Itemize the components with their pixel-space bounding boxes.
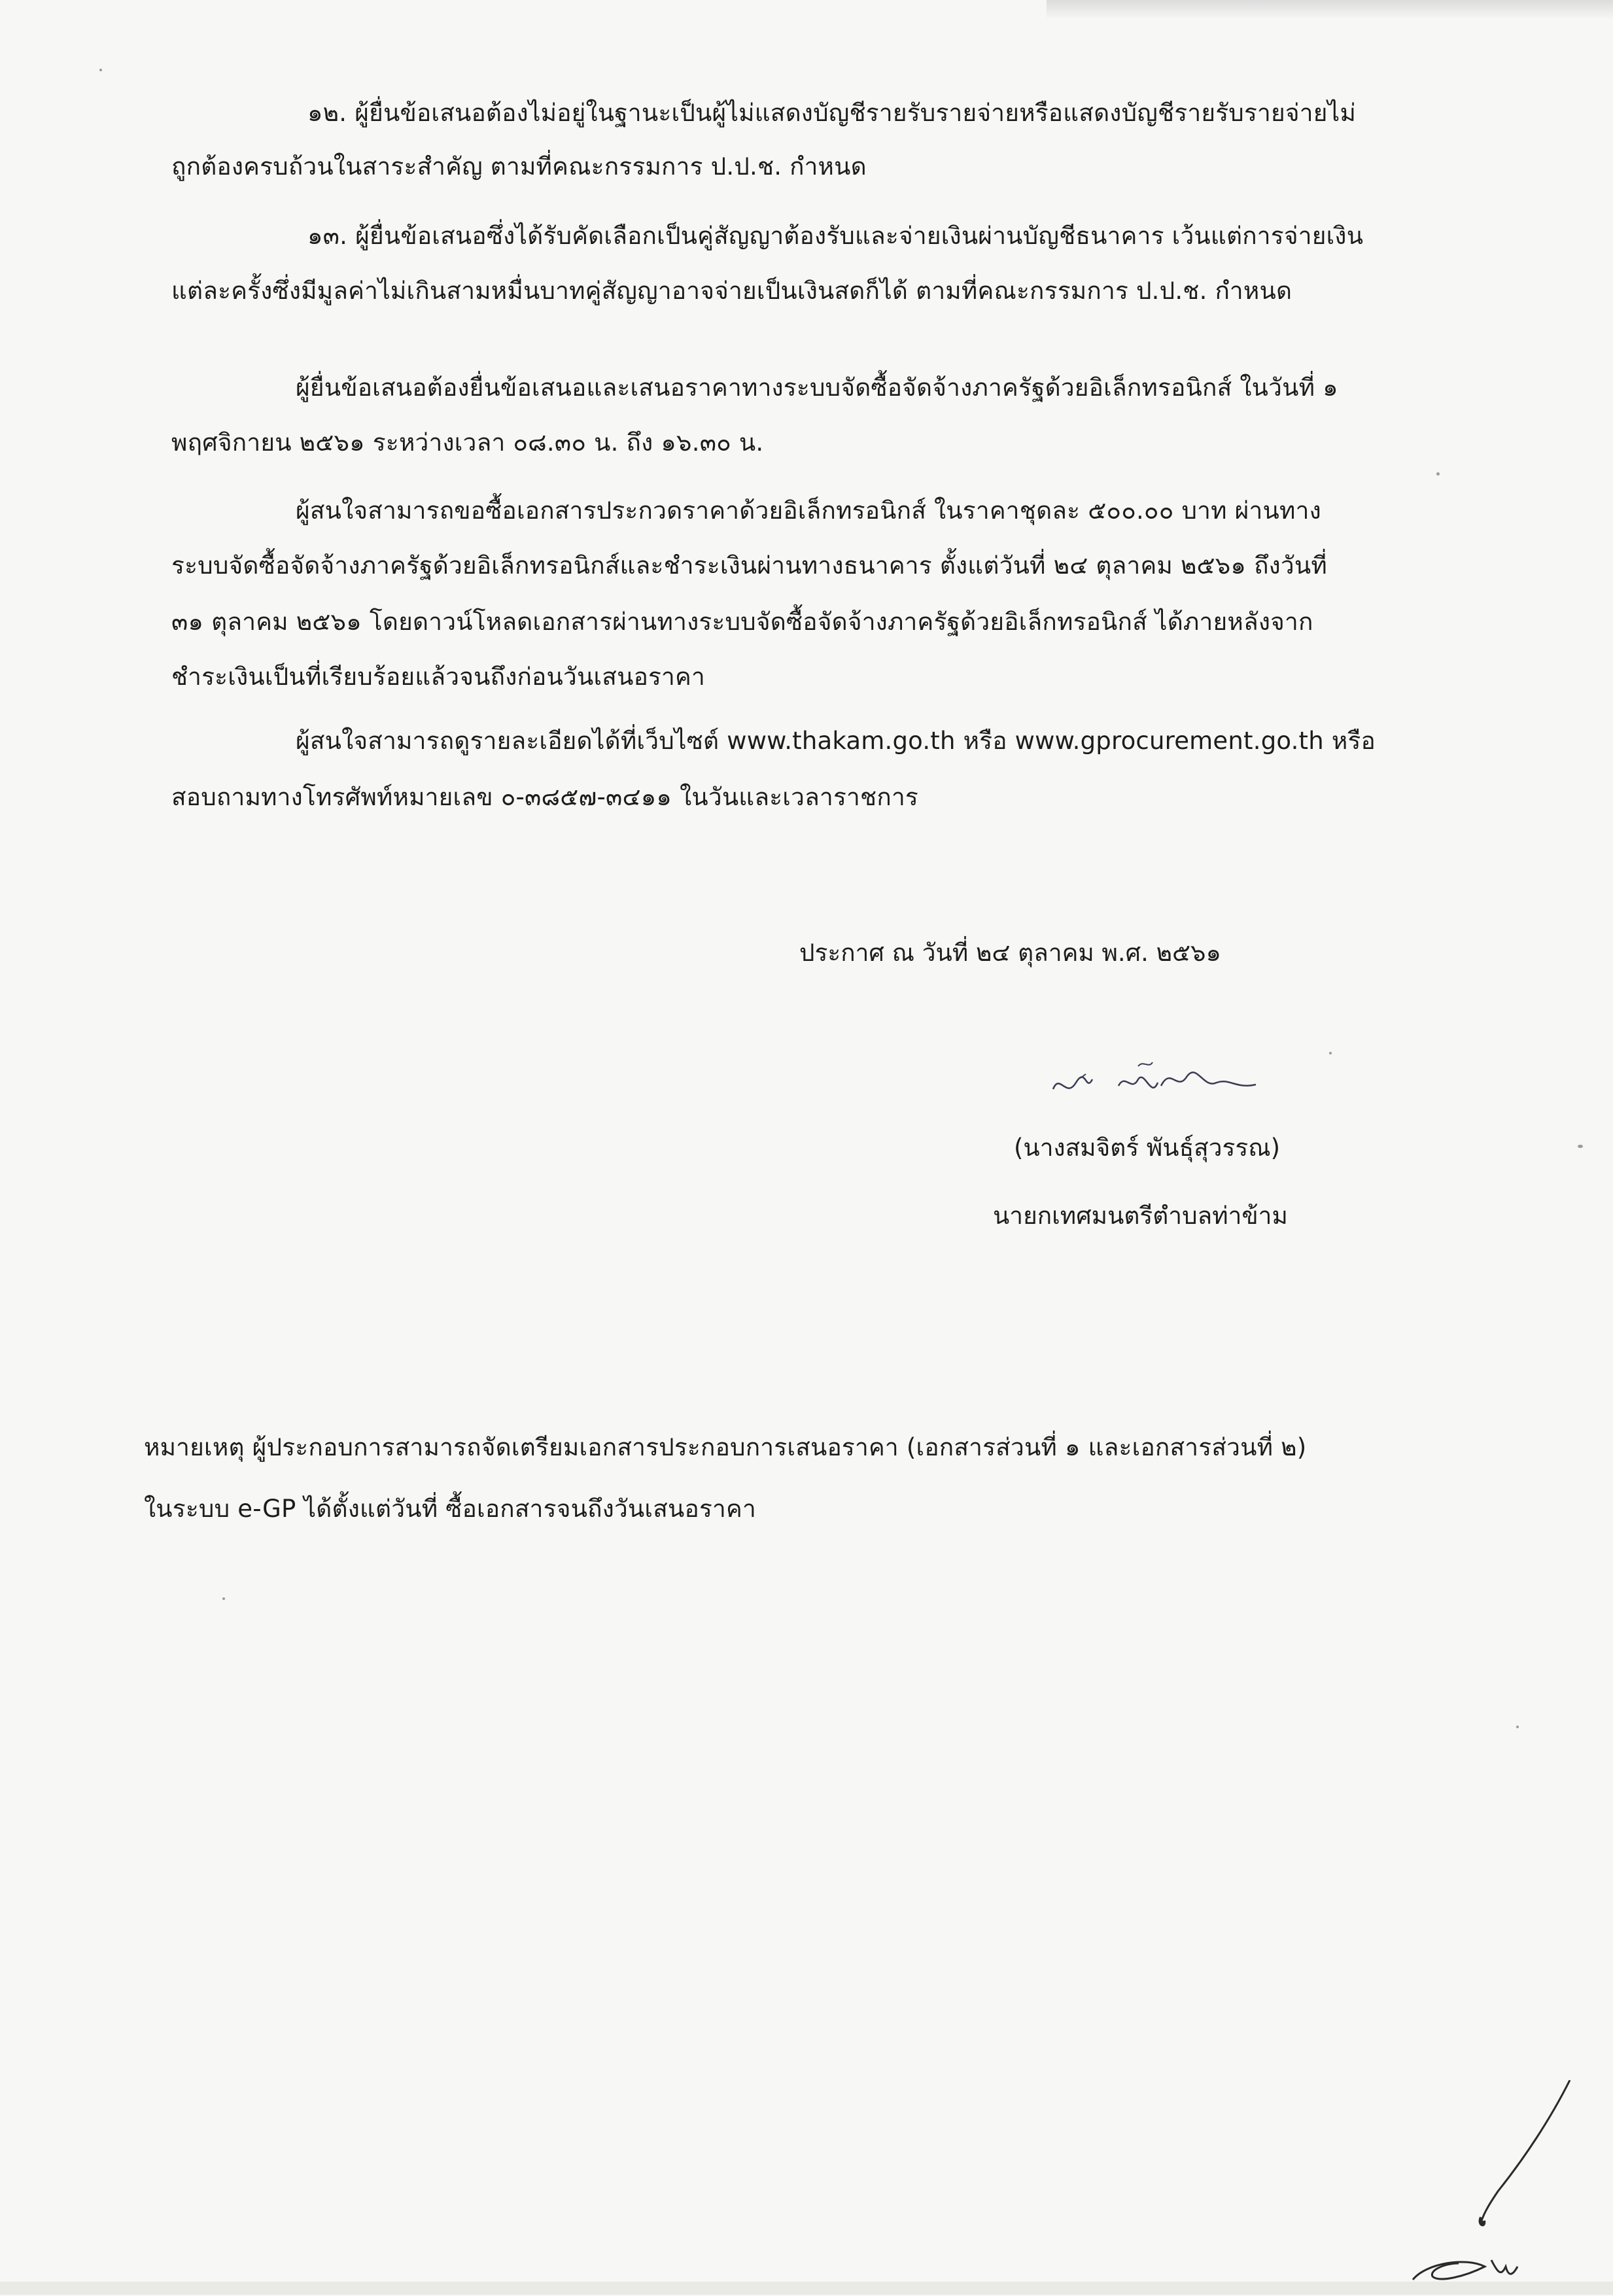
item-12-line-2: ถูกต้องครบถ้วนในสาระสำคัญ ตามที่คณะกรรมการ ป.ป.ช. กำหนด: [171, 152, 867, 181]
purchase-line-1: ผู้สนใจสามารถขอซื้อเอกสารประกวดราคาด้วยอิเล็กทรอนิกส์ ในราคาชุดละ ๕๐๐.๐๐ บาท ผ่านทาง: [296, 496, 1321, 525]
purchase-line-3: ๓๑ ตุลาคม ๒๕๖๑ โดยดาวน์โหลดเอกสารผ่านทางระบบจัดซื้อจัดจ้างภาครัฐด้วยอิเล็กทรอนิกส์ ได้ภายหลังจาก: [171, 608, 1313, 636]
scan-speck: [1516, 1726, 1519, 1728]
submission-line-1: ผู้ยื่นข้อเสนอต้องยื่นข้อเสนอและเสนอราคาทางระบบจัดซื้อจัดจ้างภาครัฐด้วยอิเล็กทรอนิกส์ ในวันที่ ๑: [296, 374, 1338, 402]
item-13-line-1: ๑๓. ผู้ยื่นข้อเสนอซึ่งได้รับคัดเลือกเป็นคู่สัญญาต้องรับและจ่ายเงินผ่านบัญชีธนาคาร เว้นแต่การจ่ายเงิน: [307, 222, 1364, 250]
submission-line-2: พฤศจิกายน ๒๕๖๑ ระหว่างเวลา ๐๘.๓๐ น. ถึง ๑๖.๓๐ น.: [171, 428, 764, 457]
signer-position: นายกเทศมนตรีตำบลท่าข้าม: [993, 1202, 1288, 1230]
signer-name: (นางสมจิตร์ พันธุ์สุวรรณ): [1014, 1134, 1281, 1162]
purchase-line-2: ระบบจัดซื้อจัดจ้างภาครัฐด้วยอิเล็กทรอนิกส์และชำระเงินผ่านทางธนาคาร ตั้งแต่วันที่ ๒๔ ตุลาคม ๒๕๖๑ ถึงวันที่: [171, 551, 1327, 580]
contact-line-2: สอบถามทางโทรศัพท์หมายเลข ๐-๓๘๕๗-๓๔๑๑ ในวันและเวลาราชการ: [171, 783, 918, 811]
announcement-date: ประกาศ ณ วันที่ ๒๔ ตุลาคม พ.ศ. ๒๕๖๑: [799, 939, 1222, 967]
scan-speck: [1436, 472, 1440, 476]
scan-speck: [1578, 1145, 1583, 1148]
scan-speck: [99, 69, 102, 71]
contact-line-1: ผู้สนใจสามารถดูรายละเอียดได้ที่เว็บไซต์ www.thakam.go.th หรือ www.gprocurement.go.th หรือ: [296, 727, 1376, 755]
scan-bottom-edge: [0, 2282, 1613, 2295]
purchase-line-4: ชำระเงินเป็นที่เรียบร้อยแล้วจนถึงก่อนวันเสนอราคา: [171, 663, 705, 691]
scan-speck: [1329, 1052, 1332, 1054]
item-13-line-2: แต่ละครั้งซึ่งมีมูลค่าไม่เกินสามหมื่นบาทคู่สัญญาอาจจ่ายเป็นเงินสดก็ได้ ตามที่คณะกรรมการ ป.ป.ช. กำหนด: [171, 277, 1292, 305]
note-line-2: ในระบบ e-GP ได้ตั้งแต่วันที่ ซื้อเอกสารจนถึงวันเสนอราคา: [144, 1495, 756, 1523]
scan-speck: [222, 1597, 225, 1600]
signature-image: [1040, 1053, 1275, 1112]
initials-mark: [1387, 2080, 1603, 2296]
note-line-1: หมายเหตุ ผู้ประกอบการสามารถจัดเตรียมเอกสารประกอบการเสนอราคา (เอกสารส่วนที่ ๑ และเอกสารส่วนที่ ๒): [144, 1433, 1307, 1461]
scan-shadow: [1047, 0, 1613, 20]
item-12-line-1: ๑๒. ผู้ยื่นข้อเสนอต้องไม่อยู่ในฐานะเป็นผู้ไม่แสดงบัญชีรายรับรายจ่ายหรือแสดงบัญชีรายรับรายจ่ายไม่: [307, 99, 1357, 127]
